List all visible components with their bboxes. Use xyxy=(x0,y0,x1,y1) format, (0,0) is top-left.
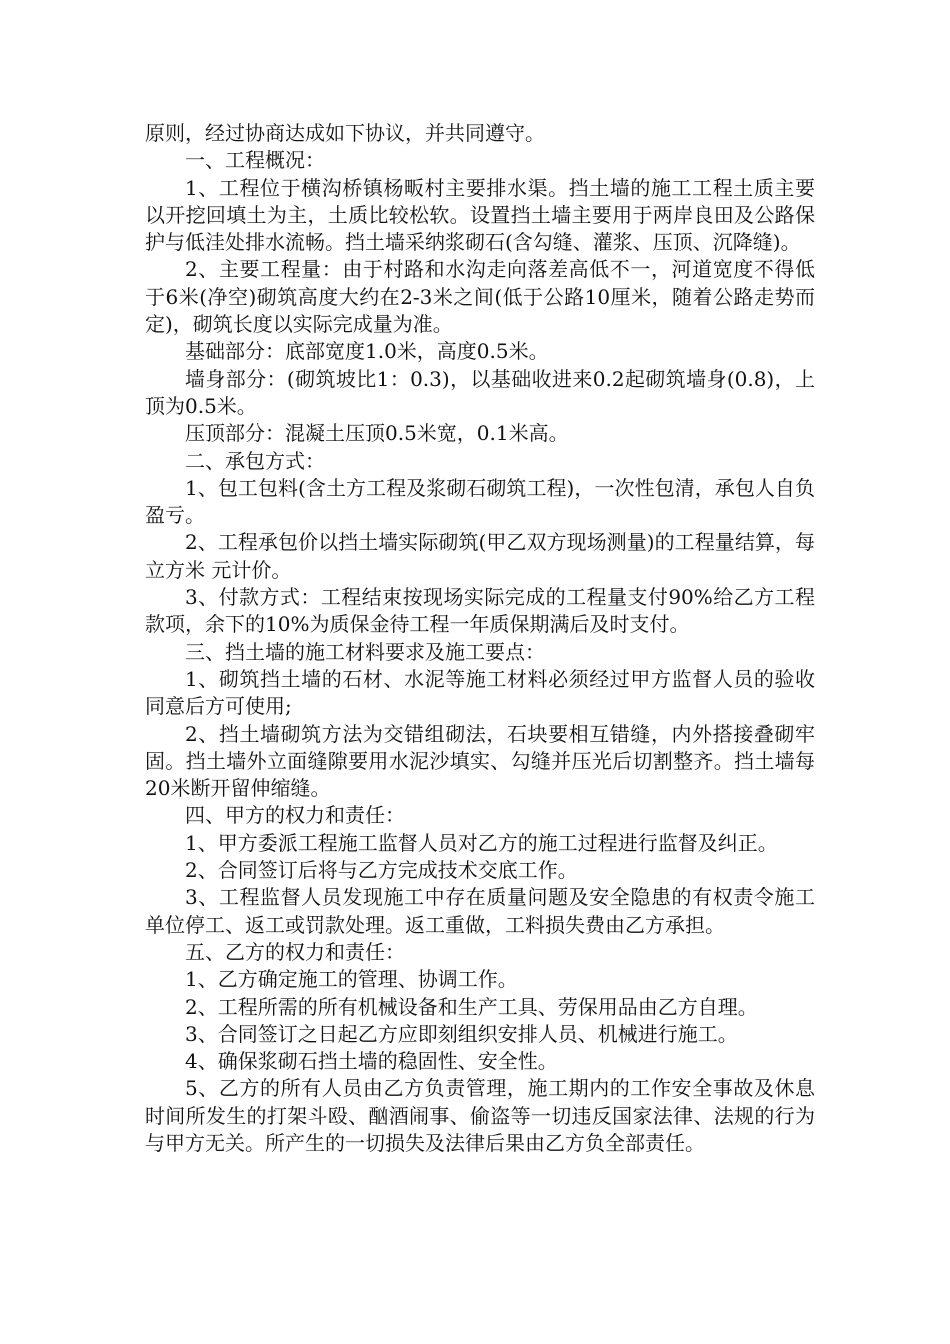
heading-section-3: 三、挡土墙的施工材料要求及施工要点： xyxy=(185,639,545,664)
paragraph-4-3: 3、工程监督人员发现施工中存在质量问题及安全隐患的有权责令施工单位停工、返工或罚款处理。返工重做，工料损失费由乙方承担。 xyxy=(145,885,815,937)
paragraph-1-2: 2、主要工程量：由于村路和水沟走向落差高低不一，河道宽度不得低于6米(净空)砌筑高度大约在2-3米之间(低于公路10厘米，随着公路走势而定)，砌筑长度以实际完成量为准。 xyxy=(145,257,815,337)
heading-section-1: 一、工程概况： xyxy=(185,148,325,173)
paragraph-2-1: 1、包工包料(含土方工程及浆砌石砌筑工程)，一次性包清，承包人自负盈亏。 xyxy=(145,475,815,528)
paragraph-5-1: 1、乙方确定施工的管理、协调工作。 xyxy=(185,967,518,992)
paragraph-foundation: 基础部分：底部宽度1.0米，高度0.5米。 xyxy=(185,339,549,364)
paragraph-coping: 压顶部分：混凝土压顶0.5米宽，0.1米高。 xyxy=(185,421,569,446)
heading-section-5: 五、乙方的权力和责任： xyxy=(185,939,405,964)
paragraph-4-1: 1、甲方委派工程施工监督人员对乙方的施工过程进行监督及纠正。 xyxy=(185,830,778,855)
paragraph-wall-body: 墙身部分：(砌筑坡比1：0.3)，以基础收进来0.2起砌筑墙身(0.8)，上顶为0.5米。 xyxy=(145,366,815,418)
paragraph-intro: 原则，经过协商达成如下协议，并共同遵守。 xyxy=(145,121,545,145)
document-body xyxy=(145,120,815,1157)
paragraph-4-2: 2、合同签订后将与乙方完成技术交底工作。 xyxy=(185,858,578,883)
paragraph-3-2: 2、挡土墙砌筑方法为交错组砌法，石块要相互错缝，内外搭接叠砌牢固。挡土墙外立面缝隙要用水泥沙填实、勾缝并压光后切割整齐。挡土墙每20米断开留伸缩缝。 xyxy=(145,721,815,801)
paragraph-3-1: 1、砌筑挡土墙的石材、水泥等施工材料必须经过甲方监督人员的验收同意后方可使用; xyxy=(145,666,815,719)
heading-section-4: 四、甲方的权力和责任： xyxy=(185,803,405,828)
paragraph-5-2: 2、工程所需的所有机械设备和生产工具、劳保用品由乙方自理。 xyxy=(185,994,758,1019)
heading-section-2: 二、承包方式： xyxy=(185,448,325,473)
paragraph-5-5: 5、乙方的所有人员由乙方负责管理，施工期内的工作安全事故及休息时间所发生的打架斗殴、酗酒闹事、偷盗等一切违反国家法律、法规的行为与甲方无关。所产生的一切损失及法律后果由乙方负全部责任。 xyxy=(145,1076,815,1155)
paragraph-1-1: 1、工程位于横沟桥镇杨畈村主要排水渠。挡土墙的施工工程土质主要以开挖回填土为主，土质比较松软。设置挡土墙主要用于两岸良田及公路保护与低洼处排水流畅。挡土墙采纳浆砌石(含勾缝、灌浆、压顶、沉降缝)。 xyxy=(145,175,815,255)
paragraph-5-3: 3、合同签订之日起乙方应即刻组织安排人员、机械进行施工。 xyxy=(185,1021,738,1046)
paragraph-2-2: 2、工程承包价以挡土墙实际砌筑(甲乙双方现场测量)的工程量结算，每立方米 元计价。 xyxy=(145,530,815,582)
paragraph-5-4: 4、确保浆砌石挡土墙的稳固性、安全性。 xyxy=(185,1049,558,1074)
paragraph-2-3: 3、付款方式：工程结束按现场实际完成的工程量支付90%给乙方工程款项，余下的10%为质保金待工程一年质保期满后及时支付。 xyxy=(145,585,815,637)
